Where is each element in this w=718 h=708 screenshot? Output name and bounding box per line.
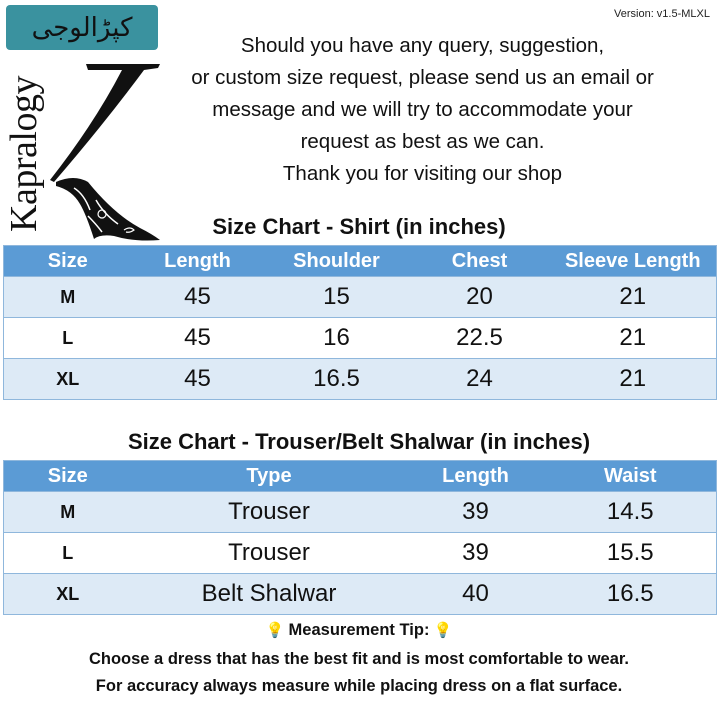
table-cell: 15.5	[545, 533, 717, 574]
table-cell: 20	[410, 277, 550, 318]
table-row	[4, 533, 717, 574]
size-cell: M	[4, 277, 132, 318]
column-header: Length	[407, 461, 545, 492]
size-cell: L	[4, 318, 132, 359]
table-cell: 45	[132, 277, 264, 318]
table-cell: 40	[407, 574, 545, 615]
column-header: Type	[132, 461, 407, 492]
intro-line: message and we will try to accommodate your	[212, 98, 633, 121]
size-cell: M	[4, 492, 132, 533]
intro-message	[160, 30, 685, 190]
tip-title-text: Measurement Tip:	[288, 621, 430, 639]
table-cell: 24	[410, 359, 550, 400]
table-cell: Trouser	[132, 492, 407, 533]
brand-name-text: Kapralogy	[3, 76, 46, 232]
table-cell: Belt Shalwar	[132, 574, 407, 615]
table-cell: 39	[407, 492, 545, 533]
measurement-tip-heading	[0, 621, 718, 640]
version-label: Version: v1.5-MLXL	[614, 8, 710, 20]
column-header: Length	[132, 246, 264, 277]
intro-line: Thank you for visiting our shop	[282, 162, 563, 185]
column-header: Waist	[545, 461, 717, 492]
intro-line: request as best as we can.	[300, 130, 545, 153]
table-row	[4, 277, 717, 318]
table-row	[4, 318, 717, 359]
table-cell: 16.5	[545, 574, 717, 615]
table-cell: 21	[550, 277, 717, 318]
shirt-size-table	[3, 245, 717, 400]
intro-line: Should you have any query, suggestion,	[240, 34, 605, 57]
intro-line: or custom size request, please send us an email or	[191, 66, 654, 89]
column-header: Chest	[410, 246, 550, 277]
table-cell: 21	[550, 318, 717, 359]
table-header-row	[4, 246, 717, 277]
table-header-row	[4, 461, 717, 492]
column-header: Size	[4, 461, 132, 492]
table-cell: 45	[132, 359, 264, 400]
shirt-chart-title: Size Chart - Shirt (in inches)	[212, 214, 506, 239]
lightbulb-icon: 💡	[265, 622, 285, 639]
table-cell: 21	[550, 359, 717, 400]
lightbulb-icon: 💡	[433, 622, 453, 639]
table-cell: 14.5	[545, 492, 717, 533]
trouser-chart-title: Size Chart - Trouser/Belt Shalwar (in inches)	[127, 429, 591, 454]
urdu-logo-text: کپڑالوجی	[31, 12, 133, 43]
table-row	[4, 492, 717, 533]
size-cell: XL	[4, 574, 132, 615]
size-cell: XL	[4, 359, 132, 400]
table-cell: 22.5	[410, 318, 550, 359]
column-header: Shoulder	[264, 246, 410, 277]
urdu-logo-badge	[6, 5, 158, 50]
table-cell: 16	[264, 318, 410, 359]
table-row	[4, 574, 717, 615]
table-cell: 45	[132, 318, 264, 359]
tip-line: For accuracy always measure while placing dress on a flat surface.	[95, 677, 623, 695]
trouser-size-table	[3, 460, 717, 615]
tip-line: Choose a dress that has the best fit and is most comfortable to wear.	[88, 650, 630, 668]
table-cell: 15	[264, 277, 410, 318]
table-cell: 39	[407, 533, 545, 574]
table-cell: Trouser	[132, 533, 407, 574]
size-cell: L	[4, 533, 132, 574]
table-row	[4, 359, 717, 400]
column-header: Sleeve Length	[550, 246, 717, 277]
table-cell: 16.5	[264, 359, 410, 400]
column-header: Size	[4, 246, 132, 277]
